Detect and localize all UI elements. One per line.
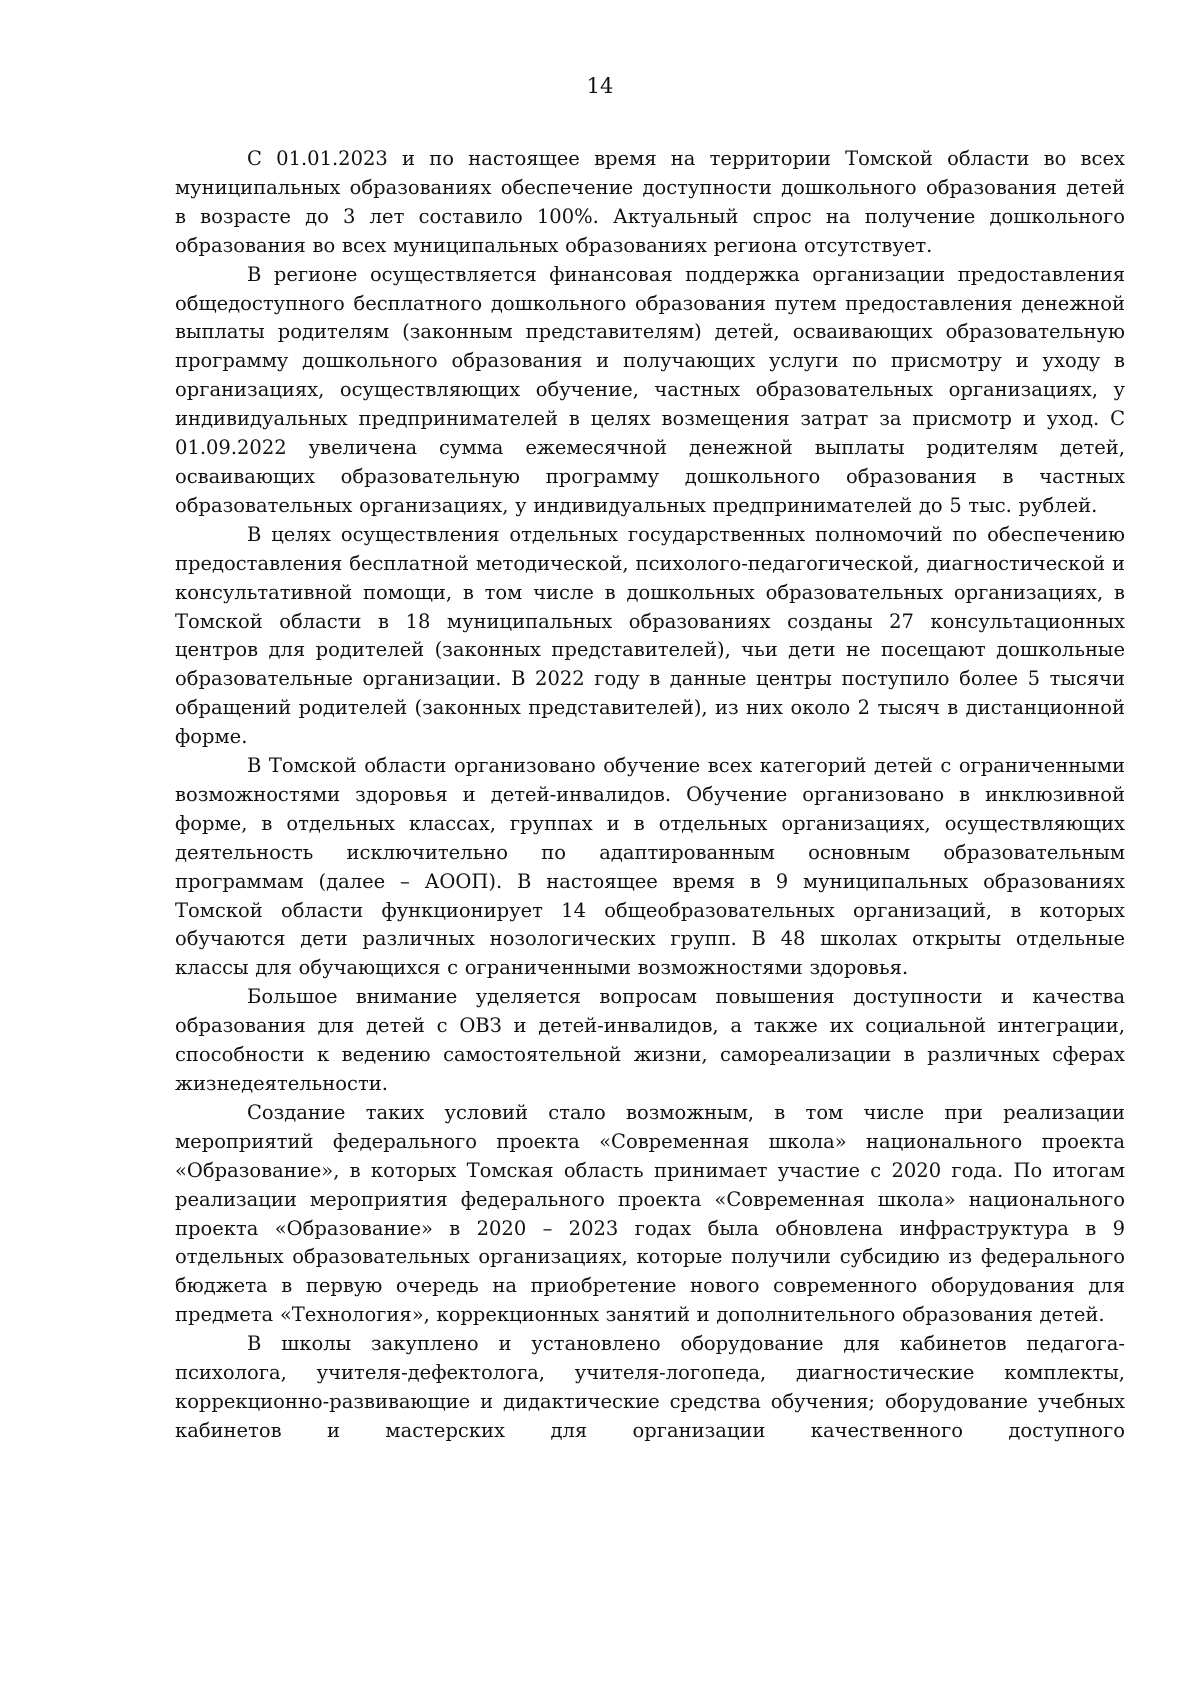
paragraph-inclusive-education: В Томской области организовано обучение всех категорий детей с ограниченными возможностями здоровья и детей-инвалидов. Обучение организовано в инклюзивной форме, в отдельных классах, группах и в отдельных организациях, осуществляющих деятельность исключительно по адаптированным основным образовательным программам (далее – АООП). В настоящее время в 9 муниципальных образованиях Томской области функционирует 14 общеобразовательных организаций, в которых обучаются дети различных нозологических групп. В 48 школах открыты отдельные классы для обучающихся с ограниченными возможностями здоровья. [175, 754, 1125, 980]
paragraph-modern-school-project: Создание таких условий стало возможным, в том числе при реализации мероприятий федерального проекта «Современная школа» национального проекта «Образование», в которых Томская область принимает участие с 2020 года. По итогам реализации мероприятия федерального проекта «Современная школа» национального проекта «Образование» в 2020 – 2023 годах была обновлена инфраструктура в 9 отдельных образовательных организациях, которые получили субсидию из федерального бюджета в первую очередь на приобретение нового современного оборудования для предмета «Технология», коррекционных занятий и дополнительного образования детей. [175, 1100, 1125, 1327]
document-body [175, 145, 1125, 1446]
paragraph-equipment: В школы закуплено и установлено оборудование для кабинетов педагога-психолога, учителя-дефектолога, учителя-логопеда, диагностические комплекты, коррекционно-развивающие и дидактические средства обучения; оборудование учебных кабинетов и мастерских для организации качественного доступного [175, 1332, 1125, 1442]
page-number: 14 [586, 74, 614, 98]
paragraph-consultation-centers: В целях осуществления отдельных государственных полномочий по обеспечению предоставления бесплатной методической, психолого-педагогической, диагностической и консультативной помощи, в том числе в дошкольных образовательных организациях, в Томской области в 18 муниципальных образованиях созданы 27 консультационных центров для родителей (законных представителей), чьи дети не посещают дошкольные образовательные организации. В 2022 году в данные центры поступило более 5 тысячи обращений родителей (законных представителей), из них около 2 тысяч в дистанционной форме. [175, 522, 1125, 749]
paragraph-financial-support: В регионе осуществляется финансовая поддержка организации предоставления общедоступного бесплатного дошкольного образования путем предоставления денежной выплаты родителям (законным представителям) детей, осваивающих образовательную программу дошкольного образования и получающих услуги по присмотру и уходу в организациях, осуществляющих обучение, частных образовательных организациях, у индивидуальных предпринимателей в целях возмещения затрат за присмотр и уход. С 01.09.2022 увеличена сумма ежемесячной денежной выплаты родителям детей, осваивающих образовательную программу дошкольного образования в частных образовательных организациях, у индивидуальных предпринимателей до 5 тыс. рублей. [175, 262, 1125, 517]
paragraph-accessibility: Большое внимание уделяется вопросам повышения доступности и качества образования для детей с ОВЗ и детей-инвалидов, а также их социальной интеграции, способности к ведению самостоятельной жизни, самореализации в различных сферах жизнедеятельности. [175, 985, 1125, 1095]
paragraph-preschool-availability: С 01.01.2023 и по настоящее время на территории Томской области во всех муниципальных образованиях обеспечение доступности дошкольного образования детей в возрасте до 3 лет составило 100%. Актуальный спрос на получение дошкольного образования во всех муниципальных образованиях региона отсутствует. [175, 147, 1125, 257]
